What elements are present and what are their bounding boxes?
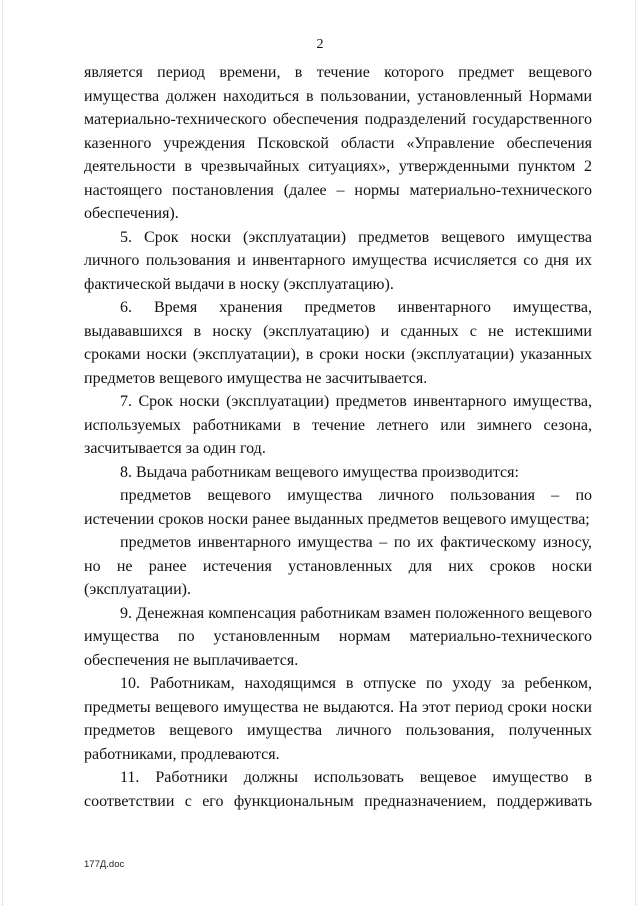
- paragraph-9: 9. Денежная компенсация работникам взамен положенного вещевого имущества по установленным нормам материально-технического обеспечения не выплачивается.: [84, 604, 592, 669]
- document-body: [84, 61, 592, 813]
- paragraph-8-item-2: предметов инвентарного имущества – по их фактическому износу, но не ранее истечения установленных для них сроков носки (эксплуатации).: [84, 534, 592, 598]
- paragraph-7: 7. Срок носки (эксплуатации) предметов инвентарного имущества, используемых работниками в течение летнего или зимнего сезона, засчитывается за один год.: [84, 393, 592, 457]
- paragraph-8: 8. Выдача работникам вещевого имущества производится:: [120, 463, 519, 481]
- page-number: 2: [316, 37, 324, 52]
- paragraph-5: 5. Срок носки (эксплуатации) предметов вещевого имущества личного пользования и инвентарного имущества исчисляется со дня их фактической выдачи в носку (эксплуатацию).: [84, 228, 592, 293]
- scan-border-right: [635, 0, 637, 905]
- paragraph-8-item-1: предметов вещевого имущества личного пользования – по истечении сроков носки ранее выданных предметов вещевого имущества;: [84, 487, 592, 528]
- paragraph-6: 6. Время хранения предметов инвентарного имущества, выдававшихся в носку (эксплуатацию) и сданных с не истекшими сроками носки (эксплуатации), в сроки носки (эксплуатации) указанных предметов вещевого имущества не засчитывается.: [84, 299, 592, 387]
- paragraph-10: 10. Работникам, находящимся в отпуске по уходу за ребенком, предметы вещевого имущества не выдаются. На этот период сроки носки предметов вещевого имущества личного пользования, полученных работниками, продлеваются.: [84, 675, 592, 763]
- paragraph-11: 11. Работники должны использовать вещевое имущество в соответствии с его функциональным предназначением, поддерживать: [84, 769, 592, 810]
- footer-filename: 177Д.doc: [84, 859, 125, 870]
- paragraph-continuation: является период времени, в течение которого предмет вещевого имущества должен находиться в пользовании, установленный Нормами материально-технического обеспечения подразделений государственного казенного учреждения Псковской области «Управление обеспечения деятельности в чрезвычайных ситуациях», утвержденными пунктом 2 настоящего постановления (далее – нормы материально-технического обеспечения).: [84, 64, 592, 222]
- scan-border-left: [2, 0, 4, 905]
